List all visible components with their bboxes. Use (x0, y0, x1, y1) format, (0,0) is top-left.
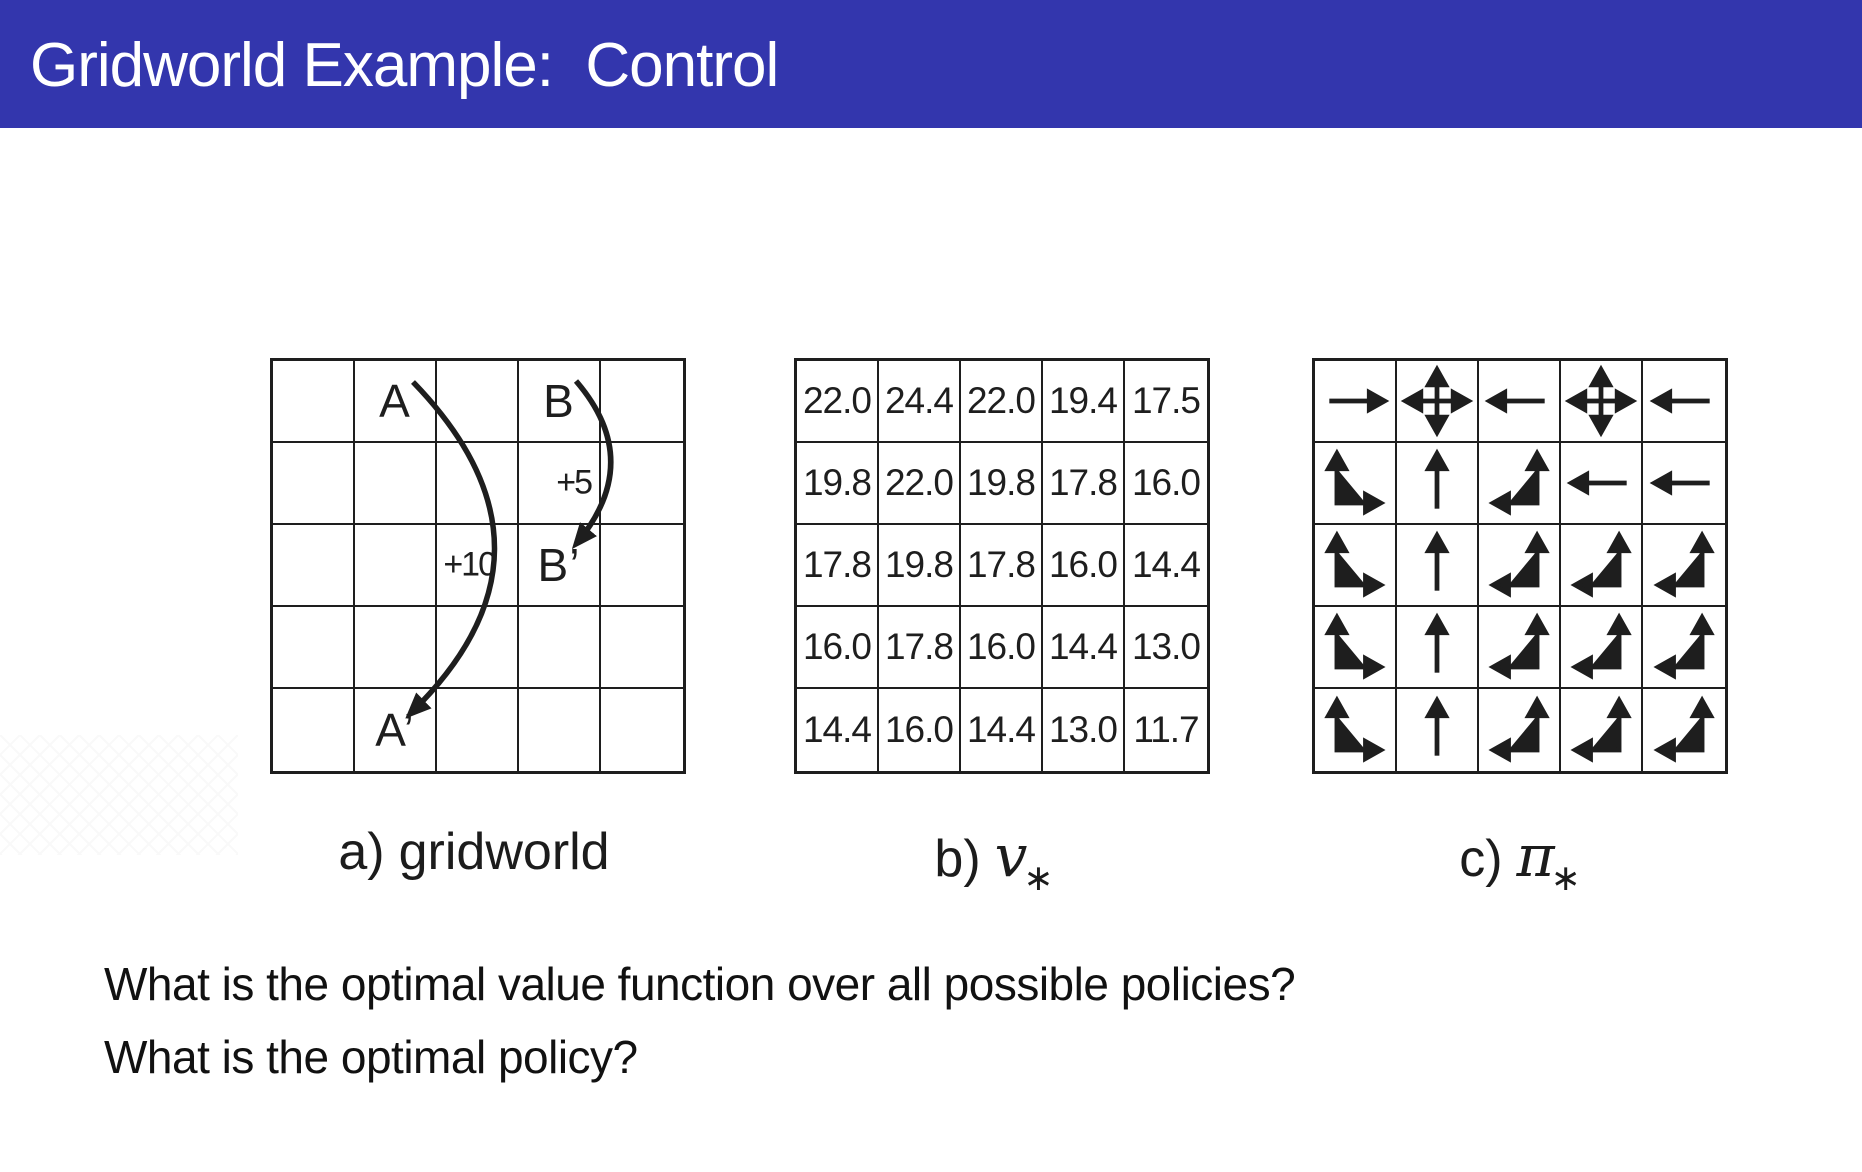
grid-cell (879, 525, 961, 607)
value-cell-number: 11.7 (1133, 709, 1199, 750)
grid-cell (1043, 361, 1125, 443)
value-cell-number: 19.8 (802, 462, 871, 503)
policy-arrow-up-left (1480, 444, 1558, 522)
policy-arrow-up-right (1316, 444, 1394, 522)
grid-cell (1315, 443, 1397, 525)
grid-cell (879, 607, 961, 689)
caption-value-function (934, 822, 1057, 898)
grid-cell (601, 361, 683, 443)
caption-c-symbol: π (1516, 822, 1555, 890)
policy-arrow-up (1398, 691, 1476, 769)
grid-cell (1479, 361, 1561, 443)
caption-c-subscript: ∗ (1550, 857, 1581, 898)
grid-cell (1397, 443, 1479, 525)
grid-cell (273, 443, 355, 525)
grid-cell (879, 689, 961, 771)
grid-cell (1561, 689, 1643, 771)
policy-arrow-up (1398, 608, 1476, 686)
value-cell-number: 16.0 (966, 626, 1035, 667)
grid-cell (797, 689, 879, 771)
grid-cell (1643, 607, 1725, 689)
policy-arrow-left (1562, 444, 1640, 522)
value-cell-number: 13.0 (1048, 709, 1117, 750)
grid-cell (355, 361, 437, 443)
grid-cell (601, 607, 683, 689)
policy-arrow-up-right (1316, 691, 1394, 769)
grid-cell (601, 525, 683, 607)
policy-arrow-up-left (1645, 608, 1723, 686)
grid-cell (519, 443, 601, 525)
grid-cell (961, 689, 1043, 771)
grid-cell (1125, 443, 1207, 525)
figure-value-function (794, 358, 1210, 774)
value-cell-number: 17.8 (966, 544, 1035, 585)
caption-b-subscript: ∗ (1023, 857, 1054, 898)
header-bar (0, 0, 1862, 128)
value-cell-number: 22.0 (884, 462, 953, 503)
grid-cell (797, 525, 879, 607)
question-line-2: What is the optimal policy? (104, 1031, 638, 1083)
grid-cell (1561, 443, 1643, 525)
policy-arrow-all (1398, 362, 1476, 440)
grid-cell (1643, 525, 1725, 607)
grid-cell (1125, 689, 1207, 771)
value-cell-number: 14.4 (1048, 626, 1117, 667)
gridworld-label-A-prime: A’ (375, 704, 415, 756)
grid-cell (1397, 607, 1479, 689)
policy-arrow-up-right (1316, 526, 1394, 604)
grid-cell (437, 525, 519, 607)
grid-cell (355, 525, 437, 607)
policy-arrow-left (1645, 444, 1723, 522)
grid-cell (1315, 525, 1397, 607)
policy-arrow-up-left (1562, 526, 1640, 604)
value-cell-number: 22.0 (966, 380, 1035, 421)
caption-b-prefix: b) (934, 830, 981, 888)
grid-cell (961, 443, 1043, 525)
policy-arrow-up-left (1480, 526, 1558, 604)
policy-arrow-up-left (1645, 526, 1723, 604)
grid-cell (1561, 525, 1643, 607)
grid-cell (1643, 443, 1725, 525)
value-cell-number: 16.0 (802, 626, 871, 667)
grid-cell (1479, 689, 1561, 771)
value-cell-number: 13.0 (1131, 626, 1200, 667)
questions-block (104, 948, 1295, 1094)
grid-cell (601, 689, 683, 771)
value-cell-number: 14.4 (1131, 544, 1200, 585)
slide-title: Gridworld Example: Control (30, 31, 779, 100)
grid-cell (1043, 607, 1125, 689)
grid-cell (961, 361, 1043, 443)
caption-c-prefix: c) (1459, 830, 1503, 888)
policy-arrow-right (1316, 362, 1394, 440)
value-cell-number: 22.0 (802, 380, 871, 421)
grid-cell (437, 607, 519, 689)
grid-cell (273, 689, 355, 771)
grid-cell (355, 443, 437, 525)
grid-cell (1479, 443, 1561, 525)
value-cell-number: 17.5 (1131, 380, 1200, 421)
value-cell-number: 17.8 (1048, 462, 1117, 503)
grid-cell (1315, 361, 1397, 443)
grid-cell (519, 361, 601, 443)
value-cell-number: 14.4 (802, 709, 871, 750)
policy-arrow-left (1645, 362, 1723, 440)
caption-a-text: gridworld (398, 823, 610, 881)
question-line-1: What is the optimal value function over all possible policies? (104, 958, 1296, 1010)
gridworld-label-B: B (543, 375, 575, 427)
grid-cell (273, 525, 355, 607)
value-cell-number: 17.8 (884, 626, 953, 667)
caption-b-symbol: v (994, 822, 1028, 890)
value-cell-number: 24.4 (884, 380, 953, 421)
value-cell-number: 19.8 (966, 462, 1035, 503)
grid-cell (1315, 607, 1397, 689)
grid-cell (1479, 525, 1561, 607)
caption-policy (1459, 822, 1585, 898)
figure-policy (1312, 358, 1728, 774)
grid-cell (519, 607, 601, 689)
grid-cell (1125, 525, 1207, 607)
grid-cell (797, 607, 879, 689)
grid-cell (601, 443, 683, 525)
grid-cell (797, 443, 879, 525)
grid-cell (519, 525, 601, 607)
grid-cell (273, 607, 355, 689)
policy-arrow-up-left (1480, 608, 1558, 686)
policy-arrow-up-left (1562, 691, 1640, 769)
policy-arrow-left (1480, 362, 1558, 440)
value-cell-number: 16.0 (884, 709, 953, 750)
grid-cell (879, 443, 961, 525)
grid-cell (437, 361, 519, 443)
value-cell-number: 19.4 (1048, 380, 1117, 421)
grid-cell (1479, 607, 1561, 689)
policy-arrow-all (1562, 362, 1640, 440)
grid-cell (797, 361, 879, 443)
grid-cell (1043, 525, 1125, 607)
caption-gridworld (338, 822, 609, 882)
grid-cell (355, 689, 437, 771)
caption-a-prefix: a) (338, 823, 385, 881)
grid-cell (879, 361, 961, 443)
policy-arrow-up-left (1562, 608, 1640, 686)
value-cell-number: 16.0 (1131, 462, 1200, 503)
grid-cell (961, 525, 1043, 607)
grid-cell (1643, 361, 1725, 443)
grid-cell (1561, 607, 1643, 689)
grid-cell (1125, 361, 1207, 443)
policy-arrow-up-left (1645, 691, 1723, 769)
value-cell-number: 17.8 (802, 544, 871, 585)
policy-arrow-up-right (1316, 608, 1394, 686)
gridworld-label-+5: +5 (556, 463, 591, 502)
figure-gridworld (270, 358, 686, 774)
grid-cell (519, 689, 601, 771)
grid-cell (1643, 689, 1725, 771)
gridworld-label-A: A (379, 375, 411, 427)
background-pattern (0, 735, 238, 855)
policy-arrow-up-left (1480, 691, 1558, 769)
grid-cell (1315, 689, 1397, 771)
grid-cell (1125, 607, 1207, 689)
value-cell-number: 14.4 (966, 709, 1035, 750)
grid-cell (1397, 361, 1479, 443)
grid-cell (437, 689, 519, 771)
value-cell-number: 19.8 (884, 544, 953, 585)
grid-cell (1561, 361, 1643, 443)
grid-cell (1397, 689, 1479, 771)
grid-cell (1043, 443, 1125, 525)
policy-arrow-up (1398, 444, 1476, 522)
value-cell-number: 16.0 (1048, 544, 1117, 585)
gridworld-label-B-prime: B’ (537, 539, 581, 591)
grid-cell (1397, 525, 1479, 607)
grid-cell (355, 607, 437, 689)
policy-arrow-up (1398, 526, 1476, 604)
grid-cell (273, 361, 355, 443)
grid-cell (437, 443, 519, 525)
grid-cell (961, 607, 1043, 689)
gridworld-label-+10: +10 (443, 545, 495, 584)
grid-cell (1043, 689, 1125, 771)
